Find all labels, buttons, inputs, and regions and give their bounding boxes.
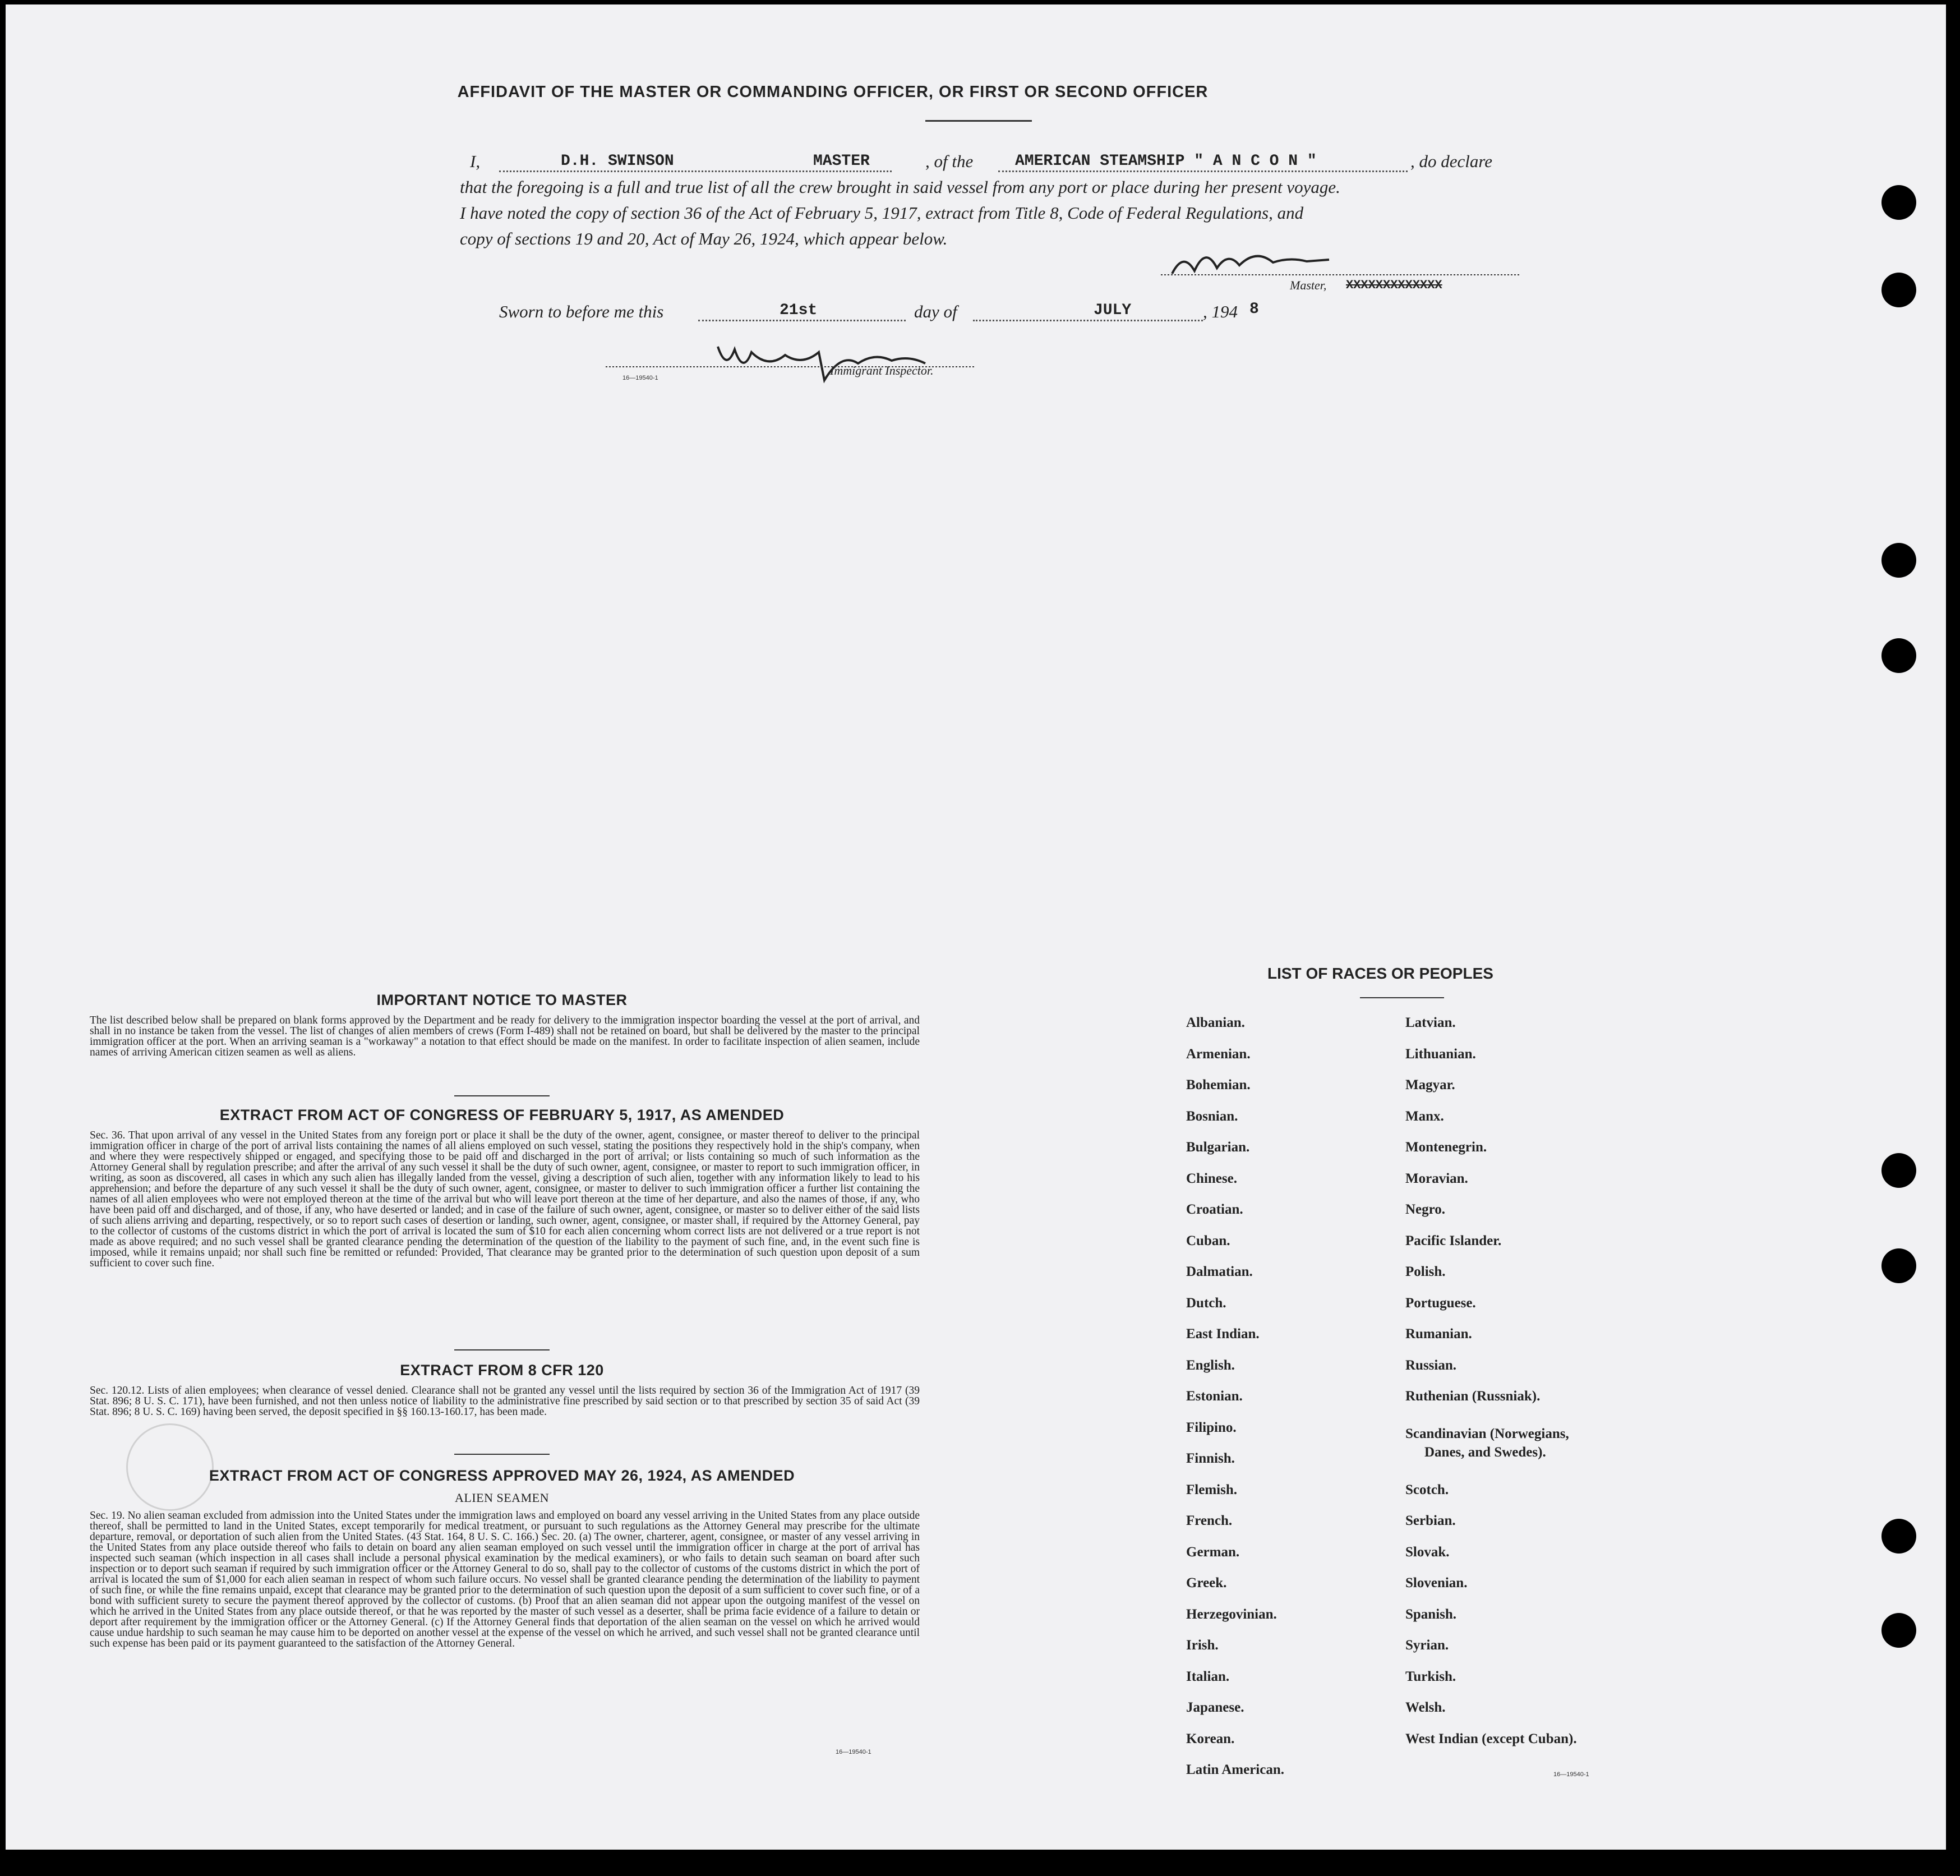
cfr-title: EXTRACT FROM 8 CFR 120	[400, 1362, 604, 1379]
master-label: Master,	[1290, 278, 1327, 292]
name-line	[499, 170, 892, 172]
race-item: Finnish.	[1186, 1451, 1235, 1466]
binder-hole	[1881, 273, 1916, 307]
affidavit-line-2: that the foregoing is a full and true list of all the crew brought in said vessel from any port or place during her present voyage.	[460, 177, 1340, 197]
race-item: Scotch.	[1405, 1482, 1449, 1497]
races-rule	[1360, 997, 1444, 998]
affidavit-i: I,	[470, 151, 481, 171]
title-rule	[925, 120, 1032, 122]
race-item: Armenian.	[1186, 1047, 1251, 1062]
race-item: Slovenian.	[1405, 1575, 1468, 1591]
binder-hole	[1881, 1248, 1916, 1283]
extract-1924-title: EXTRACT FROM ACT OF CONGRESS APPROVED MAY 26, 1924, AS AMENDED	[209, 1467, 795, 1484]
race-item: Lithuanian.	[1405, 1047, 1476, 1062]
notice-text: The list described below shall be prepared on blank forms approved by the Department and be ready for delivery to the immigration inspector boarding the vessel at the port of arrival, and shall in no instance be taken from the vessel. The list of changes of alien members of crews (Form I-489) shall not be retained on board, but shall be delivered by the master to the principal immigration officer at the port. When an arriving seaman is a "workaway" a notation to that effect should be made on the manifest. In order to facilitate inspection of alien seamen, include names of arriving American citizen seamen as well as aliens.	[90, 1015, 920, 1058]
race-item: Dalmatian.	[1186, 1264, 1253, 1279]
race-item: French.	[1186, 1513, 1233, 1528]
vessel-name: AMERICAN STEAMSHIP " A N C O N "	[1015, 153, 1317, 170]
race-item: Dutch.	[1186, 1296, 1226, 1311]
master-signature	[1161, 240, 1520, 291]
notice-title: IMPORTANT NOTICE TO MASTER	[376, 992, 628, 1008]
race-item: Korean.	[1186, 1731, 1235, 1746]
race-item: Welsh.	[1405, 1700, 1446, 1715]
year-prefix: , 194	[1203, 302, 1238, 321]
month-line	[973, 320, 1203, 321]
race-item: Polish.	[1405, 1264, 1446, 1279]
race-item-continued: Danes, and Swedes).	[1424, 1445, 1546, 1460]
race-item: Latin American.	[1186, 1762, 1284, 1777]
year-digit: 8	[1249, 301, 1259, 318]
form-number-left: 16—19540-1	[836, 1749, 871, 1755]
sworn-day: 21st	[780, 302, 818, 319]
race-item: German.	[1186, 1545, 1240, 1560]
race-item: Manx.	[1405, 1109, 1444, 1124]
cfr-text: Sec. 120.12. Lists of alien employees; when clearance of vessel denied. Clearance shall not be granted any vessel until the lists required by section 36 of the Immigration Act of 1917 (39 Stat. 896; 8 U. S. C. 171), have been furnished, and not then unless notice of liability to the administrative fine prescribed by said section or to that prescribed by section 35 of said Act (39 Stat. 896; 8 U. S. C. 169) having been served, the deposit specified in §§ 160.13-160.17, has been made.	[90, 1385, 920, 1418]
affidavit-line-4: copy of sections 19 and 20, Act of May 26, 1924, which appear below.	[460, 229, 948, 248]
inspector-label: Immigrant Inspector.	[830, 363, 934, 377]
race-item: West Indian (except Cuban).	[1405, 1731, 1577, 1746]
race-item: Bulgarian.	[1186, 1140, 1250, 1155]
of-the-text: , of the	[925, 151, 974, 171]
race-item: Italian.	[1186, 1669, 1230, 1684]
extract-1917-title: EXTRACT FROM ACT OF CONGRESS OF FEBRUARY 5, 1917, AS AMENDED	[219, 1107, 785, 1123]
race-item: Irish.	[1186, 1638, 1219, 1653]
extract-1917-text: Sec. 36. That upon arrival of any vessel in the United States from any foreign port or place it shall be the duty of the owner, agent, consignee, or master thereof to deliver to the principal immigration officer in charge of the port of arrival lists containing the names of all aliens employed on such vessel, stating the positions they respectively hold in the ship's company, when and where they were respectively shipped or engaged, and specifying those to be paid off and discharged in the port of arrival; or lists containing so much of such information as the Attorney General shall by regulation prescribe; and after the arrival of any such vessel it shall be the duty of such owner, agent, consignee, or master to report to such immigration officer, in writing, as soon as discovered, all cases in which any such alien has illegally landed from the vessel, giving a description of such alien, together with any information likely to lead to his apprehension; and before the departure of any such vessel it shall be the duty of such owner, agent, consignee, or master to deliver to such immigration officer a further list containing the names of all alien employees who were not employed thereon at the time of the arrival but who will leave port thereon at the time of her departure, and also the names of those, if any, who have been paid off and discharged, and of those, if any, who have deserted or landed; and in case of the failure of such owner, agent, consignee, or master so to deliver either of the said lists of such aliens arriving and departing, respectively, or so to report such cases of desertion or landing, such owner, agent, consignee, or master shall, if required by the Attorney General, pay to the collector of customs of the customs district in which the port of arrival is located the sum of $10 for each alien concerning whom correct lists are not delivered or a true report is not made as above required; and no such vessel shall be granted clearance pending the determination of the question of the liability to the payment of such fine, and, in the event such fine is imposed, while it remains unpaid; nor shall such fine be remitted or refunded: Provided, That clearance may be granted prior to the determination of such question upon deposit of a sum sufficient to cover such fine.	[90, 1130, 920, 1269]
race-item: Japanese.	[1186, 1700, 1244, 1715]
race-item: Syrian.	[1405, 1638, 1449, 1653]
section-rule	[454, 1095, 550, 1096]
master-rank: MASTER	[813, 153, 870, 170]
binder-hole	[1881, 185, 1916, 220]
race-item: Montenegrin.	[1405, 1140, 1487, 1155]
race-item: Filipino.	[1186, 1420, 1237, 1435]
race-item: Latvian.	[1405, 1015, 1456, 1030]
master-name: D.H. SWINSON	[561, 153, 674, 170]
race-item: Pacific Islander.	[1405, 1233, 1502, 1248]
race-item: Moravian.	[1405, 1171, 1468, 1186]
race-item: Rumanian.	[1405, 1326, 1472, 1342]
race-item: Slovak.	[1405, 1545, 1450, 1560]
section-rule	[454, 1454, 550, 1455]
extract-1924-text: Sec. 19. No alien seaman excluded from admission into the United States under the immigration laws and employed on board any vessel arriving in the United States from any place outside thereof, shall be permitted to land in the United States, except temporarily for medical treatment, or pursuant to such regulations as the Attorney General may prescribe for the ultimate departure, removal, or deportation of such alien from the United States. (43 Stat. 164, 8 U. S. C. 166.) Sec. 20. (a) The owner, charterer, agent, consignee, or master of any vessel arriving in the United States from any place outside thereof who fails to detain on board any alien seaman employed on such vessel until the immigration officer in charge at the port of arrival has inspected such seaman (which inspection in all cases shall include a personal physical examination by the medical examiners), or who fails to detain such seaman on board after such inspection or to deport such seaman if required by such immigration officer or the Attorney General to do so, shall pay to the collector of customs of the customs district in which the port of arrival is located the sum of $1,000 for each alien seaman in respect of whom such failure occurs. No vessel shall be granted clearance pending the determination of the liability to payment of such fine, or while the fine remains unpaid, except that clearance may be granted prior to the determination of such question upon the deposit of a sum sufficient to cover such fine, or of a bond with sufficient surety to secure the payment thereof approved by the collector of customs. (b) Proof that an alien seaman did not appear upon the outgoing manifest of the vessel on which he arrived in the United States from any place outside thereof, or that he was reported by the master of such vessel as a deserter, shall be prima facie evidence of a failure to detain or deport after requirement by the immigration officer or the Attorney General. (c) If the Attorney General finds that deportation of the alien seaman on the vessel on which he arrived would cause undue hardship to such seaman he may cause him to be deported on another vessel at the expense of the vessel on which he arrived, and such vessel shall not be granted clearance until such expense has been paid or its payment guaranteed to the satisfaction of the Attorney General.	[90, 1510, 920, 1649]
race-item: Spanish.	[1405, 1607, 1457, 1622]
inspector-signature	[606, 330, 987, 391]
binder-hole	[1881, 543, 1916, 578]
affidavit-line-3: I have noted the copy of section 36 of the Act of February 5, 1917, extract from Title 8, Code of Federal Regulations, and	[460, 203, 1304, 223]
race-item: Croatian.	[1186, 1202, 1243, 1217]
race-item: Albanian.	[1186, 1015, 1245, 1030]
race-item: East Indian.	[1186, 1326, 1260, 1342]
affidavit-title: AFFIDAVIT OF THE MASTER OR COMMANDING OFFICER, OR FIRST OR SECOND OFFICER	[457, 83, 1209, 101]
section-rule	[454, 1349, 550, 1350]
race-item: Flemish.	[1186, 1482, 1237, 1497]
sworn-month: JULY	[1094, 302, 1132, 319]
declare-text: , do declare	[1410, 151, 1493, 171]
alien-seamen-subtitle: ALIEN SEAMEN	[455, 1491, 549, 1505]
vessel-line	[998, 170, 1408, 172]
form-number-right: 16—19540-1	[1553, 1771, 1589, 1778]
race-item: Ruthenian (Russniak).	[1405, 1389, 1541, 1404]
day-line	[698, 320, 906, 321]
race-item: Magyar.	[1405, 1077, 1455, 1093]
race-item: Bosnian.	[1186, 1109, 1238, 1124]
struck-officer-text: XXXXXXXXXXXXX	[1346, 278, 1442, 292]
race-item: Herzegovinian.	[1186, 1607, 1277, 1622]
form-number-top: 16—19540-1	[622, 375, 658, 381]
day-of-text: day of	[914, 302, 957, 321]
race-item: Serbian.	[1405, 1513, 1456, 1528]
race-item: English.	[1186, 1358, 1235, 1373]
document-page	[6, 4, 1946, 1850]
sworn-label: Sworn to before me this	[499, 302, 664, 321]
binder-hole	[1881, 1153, 1916, 1188]
binder-hole	[1881, 638, 1916, 673]
race-item: Estonian.	[1186, 1389, 1243, 1404]
race-item: Cuban.	[1186, 1233, 1230, 1248]
binder-hole	[1881, 1613, 1916, 1648]
race-item: Portuguese.	[1405, 1296, 1476, 1311]
race-item: Greek.	[1186, 1575, 1227, 1591]
binder-hole	[1881, 1519, 1916, 1554]
races-title: LIST OF RACES OR PEOPLES	[1267, 965, 1493, 982]
race-item: Chinese.	[1186, 1171, 1237, 1186]
race-item: Russian.	[1405, 1358, 1457, 1373]
race-item: Bohemian.	[1186, 1077, 1251, 1093]
race-item: Turkish.	[1405, 1669, 1456, 1684]
race-item: Negro.	[1405, 1202, 1446, 1217]
race-item: Scandinavian (Norwegians,	[1405, 1426, 1569, 1441]
